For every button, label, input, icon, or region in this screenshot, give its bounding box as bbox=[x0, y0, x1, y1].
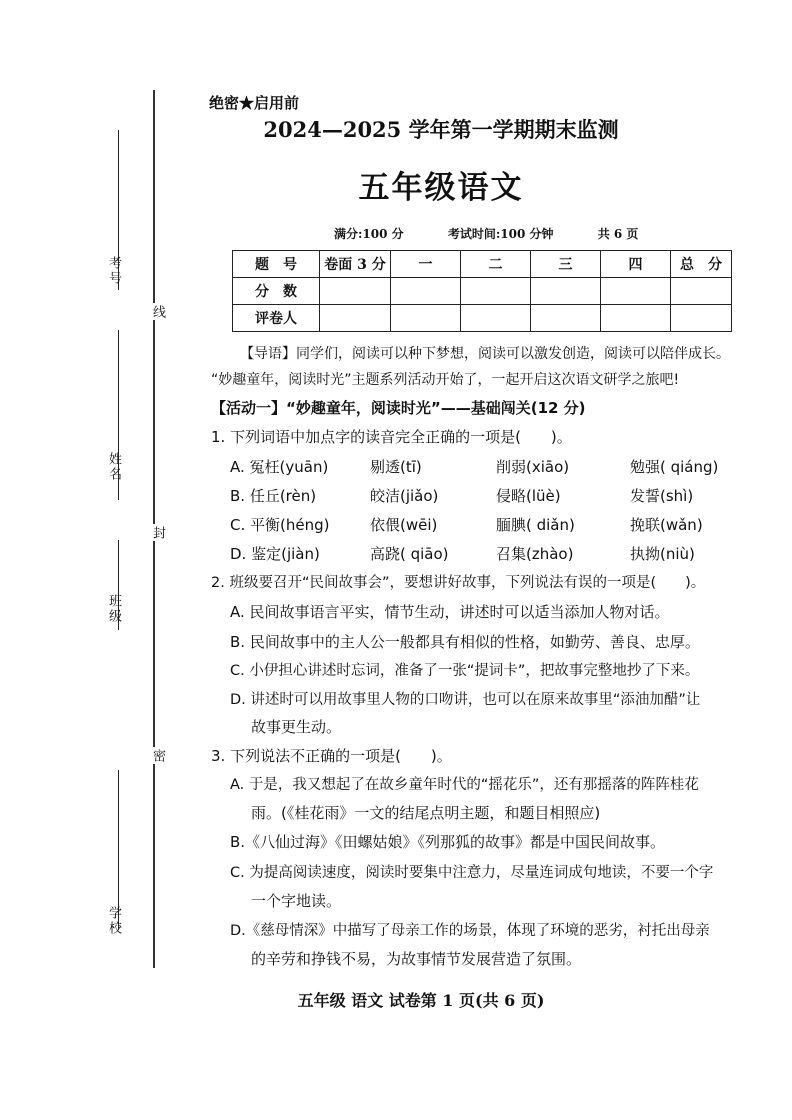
q2-stem: 2. 班级要召开“民间故事会”，要想讲好故事，下列说法有误的一项是( )。 bbox=[211, 575, 706, 591]
q1-d-word-2: 高跷( qiāo) bbox=[370, 545, 449, 563]
grader-cell[interactable] bbox=[461, 305, 531, 332]
score-cell[interactable] bbox=[601, 278, 671, 305]
q1-b-word-4: 发誓(shì) bbox=[630, 487, 694, 505]
q3-option-d-line-1[interactable]: D.《慈母情深》中描写了母亲工作的场景，体现了环境的恶劣，衬托出母亲 bbox=[230, 923, 710, 939]
score-cell[interactable] bbox=[391, 278, 461, 305]
col-part-2: 二 bbox=[461, 251, 531, 278]
score-cell[interactable] bbox=[671, 278, 732, 305]
q1-a-word-1: A. 冤枉(yuān) bbox=[230, 458, 329, 476]
q1-d-word-4: 执拗(niù) bbox=[630, 545, 695, 563]
full-score: 满分:100 分 bbox=[334, 227, 404, 241]
cut-secret-mark: 密 bbox=[150, 749, 165, 762]
exam-no-label: 考号 bbox=[106, 256, 121, 286]
q2-option-d-line-2: 故事更生动。 bbox=[251, 718, 342, 736]
grader-cell[interactable] bbox=[320, 305, 391, 332]
q3-option-b[interactable]: B.《八仙过海》《田螺姑娘》《列那狐的故事》都是中国民间故事。 bbox=[230, 833, 666, 851]
col-neatness: 卷面 3 分 bbox=[320, 251, 391, 278]
grader-cell[interactable] bbox=[531, 305, 601, 332]
q1-b-word-1: B. 任丘(rèn) bbox=[230, 487, 317, 505]
q3-option-a-line-1[interactable]: A. 于是，我又想起了在故乡童年时代的“摇花乐”，还有那摇落的阵阵桂花 bbox=[230, 777, 699, 793]
grader-cell[interactable] bbox=[601, 305, 671, 332]
q3-option-d-line-2: 的辛劳和挣钱不易，为故事情节发展营造了氛围。 bbox=[251, 950, 582, 968]
q1-c-word-4: 挽联(wǎn) bbox=[630, 516, 703, 534]
col-part-3: 三 bbox=[531, 251, 601, 278]
activity-1-heading: 【活动一】“妙趣童年，阅读时光”——基础闯关(12 分) bbox=[211, 399, 586, 417]
confidential-mark: 绝密★启用前 bbox=[209, 94, 300, 112]
intro-line-1: 【导语】同学们，阅读可以种下梦想，阅读可以激发创造，阅读可以陪伴成长。 bbox=[240, 346, 730, 362]
q3-stem: 3. 下列说法不正确的一项是( )。 bbox=[211, 747, 452, 765]
score-row bbox=[233, 278, 732, 305]
cut-seal-mark: 封 bbox=[150, 526, 165, 539]
row-label-grader: 评卷人 bbox=[233, 305, 320, 332]
q1-d-word-3: 召集(zhào) bbox=[496, 545, 574, 563]
subject-title: 五年级语文 bbox=[358, 170, 524, 206]
school-label: 学校 bbox=[106, 906, 121, 936]
score-cell[interactable] bbox=[531, 278, 601, 305]
q1-stem: 1. 下列词语中加点字的读音完全正确的一项是( )。 bbox=[211, 428, 572, 446]
q1-b-word-3: 侵略(lüè) bbox=[496, 487, 561, 505]
exam-meta bbox=[334, 225, 638, 242]
q2-option-c[interactable]: C. 小伊担心讲述时忘词，准备了一张“提词卡”，把故事完整地抄了下来。 bbox=[230, 663, 700, 679]
q2-option-b[interactable]: B. 民间故事中的主人公一般都具有相似的性格，如勤劳、善良、忠厚。 bbox=[230, 633, 700, 651]
score-cell[interactable] bbox=[320, 278, 391, 305]
intro-line-2: “妙趣童年，阅读时光”主题系列活动开始了，一起开启这次语文研学之旅吧! bbox=[211, 372, 680, 388]
grader-row bbox=[233, 305, 732, 332]
q1-d-word-1: D. 鉴定(jiàn) bbox=[230, 545, 320, 563]
cut-line-mark: 线 bbox=[150, 305, 165, 318]
exam-title: 2024—2025 学年第一学期期末监测 bbox=[263, 117, 619, 142]
score-table-header-row bbox=[233, 251, 732, 278]
col-part-1: 一 bbox=[391, 251, 461, 278]
grader-cell[interactable] bbox=[391, 305, 461, 332]
page-footer: 五年级 语文 试卷第 1 页(共 6 页) bbox=[297, 991, 545, 1010]
q3-option-c-line-1[interactable]: C. 为提高阅读速度，阅读时要集中注意力，尽量连词成句地读，不要一个字 bbox=[230, 865, 714, 881]
q1-c-word-3: 腼腆( diǎn) bbox=[496, 516, 575, 534]
q3-option-a-line-2: 雨。(《桂花雨》一文的结尾点明主题，和题目相照应) bbox=[251, 804, 601, 822]
q1-b-word-2: 皎洁(jiǎo) bbox=[370, 487, 439, 505]
q2-option-a[interactable]: A. 民间故事语言平实，情节生动，讲述时可以适当添加人物对话。 bbox=[230, 603, 670, 621]
row-label-score: 分 数 bbox=[233, 278, 320, 305]
q1-a-word-3: 削弱(xiāo) bbox=[496, 458, 570, 476]
exam-time: 考试时间:100 分钟 bbox=[447, 227, 554, 241]
page-count: 共 6 页 bbox=[597, 227, 639, 241]
class-label: 班级 bbox=[106, 594, 121, 624]
q1-a-word-2: 剔透(tī) bbox=[370, 458, 422, 476]
score-table bbox=[232, 250, 732, 332]
col-total: 总 分 bbox=[671, 251, 732, 278]
col-part-4: 四 bbox=[601, 251, 671, 278]
q1-c-word-2: 依偎(wēi) bbox=[370, 516, 438, 534]
row-label-question: 题 号 bbox=[233, 251, 320, 278]
q1-c-word-1: C. 平衡(héng) bbox=[230, 516, 330, 534]
q1-a-word-4: 勉强( qiáng) bbox=[630, 458, 719, 476]
q3-option-c-line-2: 一个字地读。 bbox=[251, 892, 342, 910]
grader-cell[interactable] bbox=[671, 305, 732, 332]
score-cell[interactable] bbox=[461, 278, 531, 305]
name-label: 姓名 bbox=[106, 452, 121, 482]
q2-option-d-line-1[interactable]: D. 讲述时可以用故事里人物的口吻讲，也可以在原来故事里“添油加醋”让 bbox=[230, 692, 701, 708]
